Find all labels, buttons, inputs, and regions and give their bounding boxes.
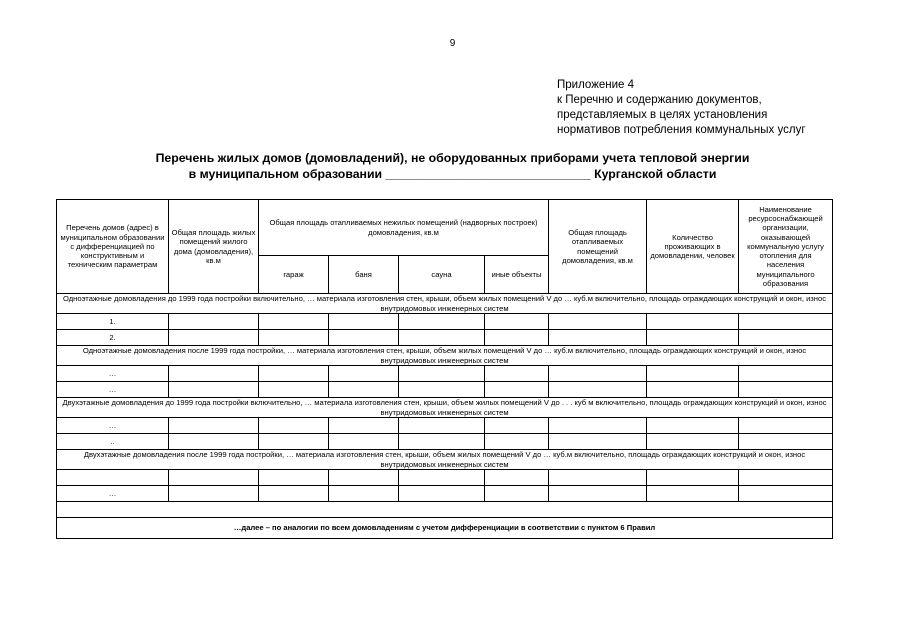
empty-row [57,502,833,518]
section-caption: Двухэтажные домовладения после 1999 года постройки, … материала изготовления стен, крыши, объем жилых помещений V до … куб.м включительно, площадь ограждающих конструкций и окон, износ внутридомовых инженерных систем [57,450,833,470]
table-cell [329,330,399,346]
header-address: Перечень домов (адрес) в муниципальном образовании с дифференциацией по конструктивным и техническим параметрам [57,200,169,294]
section-caption: Двухэтажные домовладения до 1999 года постройки включительно, … материала изготовления стен, крыши, объем жилых помещений V до . . . куб м включительно, площадь ограждающих конструкций и окон, износ внутридомовых инженерных систем [57,398,833,418]
header-supplier: Наименование ресурсоснабжающей организации, оказывающей коммунальную услугу отопления для населения муниципального образования [739,200,833,294]
row-label [57,470,169,486]
table-cell [259,434,329,450]
appendix-line: к Перечню и содержанию документов, [557,94,762,106]
appendix-line: представляемых в целях установления [557,109,768,121]
table-cell [399,418,485,434]
table-cell [647,418,739,434]
row-label: … [57,486,169,502]
table-cell [485,470,549,486]
row-label: .. [57,434,169,450]
table-cell [329,314,399,330]
table-cell [485,418,549,434]
table-cell [485,314,549,330]
table-cell [329,418,399,434]
table-cell [485,382,549,398]
empty-cell [57,502,833,518]
header-row [57,200,833,256]
table-cell [169,382,259,398]
footer-row [57,518,833,539]
table-cell [647,314,739,330]
table-cell [549,418,647,434]
table-cell [739,330,833,346]
title-line: в муниципальном образовании ______________________________ Курганской области [188,167,717,181]
table-row [57,382,833,398]
table-cell [169,486,259,502]
table-cell [259,330,329,346]
table-cell [399,434,485,450]
header-heated-area: Общая площадь отапливаемых помещений домовладения, кв.м [549,200,647,294]
table-cell [169,330,259,346]
table-cell [329,434,399,450]
table-cell [485,330,549,346]
table-cell [259,470,329,486]
section-row [57,450,833,470]
table-cell [647,366,739,382]
table-cell [259,366,329,382]
section-row [57,398,833,418]
subheader-sauna: сауна [399,256,485,294]
table-cell [549,470,647,486]
table-cell [739,382,833,398]
table-cell [739,418,833,434]
table-cell [169,418,259,434]
table-cell [549,486,647,502]
table-cell [399,314,485,330]
table-cell [647,330,739,346]
table-row [57,418,833,434]
section-caption: Одноэтажные домовладения до 1999 года постройки включительно, … материала изготовления стен, крыши, объем жилых помещений V до … куб.м включительно, площадь ограждающих конструкций и окон, износ внутридомовых инженерных систем [57,294,833,314]
section-row [57,346,833,366]
table-cell [169,314,259,330]
table-cell [739,486,833,502]
houses-table [56,199,833,539]
table-cell [647,434,739,450]
table-row [57,366,833,382]
appendix-note [557,78,887,138]
table-row [57,434,833,450]
table-cell [739,470,833,486]
table-cell [169,470,259,486]
table-cell [647,382,739,398]
table-cell [399,470,485,486]
table-cell [329,366,399,382]
table-cell [329,486,399,502]
table-cell [549,366,647,382]
table-cell [169,366,259,382]
page-number: 9 [449,38,456,49]
row-label: … [57,418,169,434]
title-line: Перечень жилых домов (домовладений), не оборудованных приборами учета тепловой энергии [155,151,750,165]
table-cell [169,434,259,450]
table-cell [329,382,399,398]
table-cell [485,366,549,382]
table-cell [259,314,329,330]
table-cell [399,382,485,398]
section-row [57,294,833,314]
row-label: 2. [57,330,169,346]
appendix-line: Приложение 4 [557,79,635,91]
footer-note: …далее – по аналогии по всем домовладениям с учетом дифференциации в соответствии с пунктом 6 Правил [57,518,833,539]
row-label: … [57,366,169,382]
table-cell [259,418,329,434]
table-row [57,486,833,502]
table-cell [329,470,399,486]
table-row [57,470,833,486]
table-cell [647,470,739,486]
table-cell [399,366,485,382]
header-residents: Количество проживающих в домовладении, человек [647,200,739,294]
appendix-line: нормативов потребления коммунальных услуг [557,124,806,136]
table-cell [485,434,549,450]
table-row [57,314,833,330]
table-cell [549,382,647,398]
table-cell [485,486,549,502]
row-label: … [57,382,169,398]
table-cell [399,330,485,346]
table-row [57,330,833,346]
header-living-area: Общая площадь жилых помещений жилого дома (домовладения), кв.м [169,200,259,294]
table-cell [259,486,329,502]
table-cell [549,330,647,346]
row-label: 1. [57,314,169,330]
subheader-bathhouse: баня [329,256,399,294]
table-cell [549,314,647,330]
document-title [0,150,905,182]
table-cell [739,366,833,382]
section-caption: Одноэтажные домовладения после 1999 года постройки, … материала изготовления стен, крыши, объем жилых помещений V до … куб.м включительно, площадь ограждающих конструкций и окон, износ внутридомовых инженерных систем [57,346,833,366]
subheader-other: иные объекты [485,256,549,294]
table-cell [549,434,647,450]
table-cell [739,434,833,450]
subheader-garage: гараж [259,256,329,294]
header-outbuildings-area: Общая площадь отапливаемых нежилых помещений (надворных построек) домовладения, кв.м [259,200,549,256]
table-cell [647,486,739,502]
table-cell [259,382,329,398]
table-cell [399,486,485,502]
table-cell [739,314,833,330]
